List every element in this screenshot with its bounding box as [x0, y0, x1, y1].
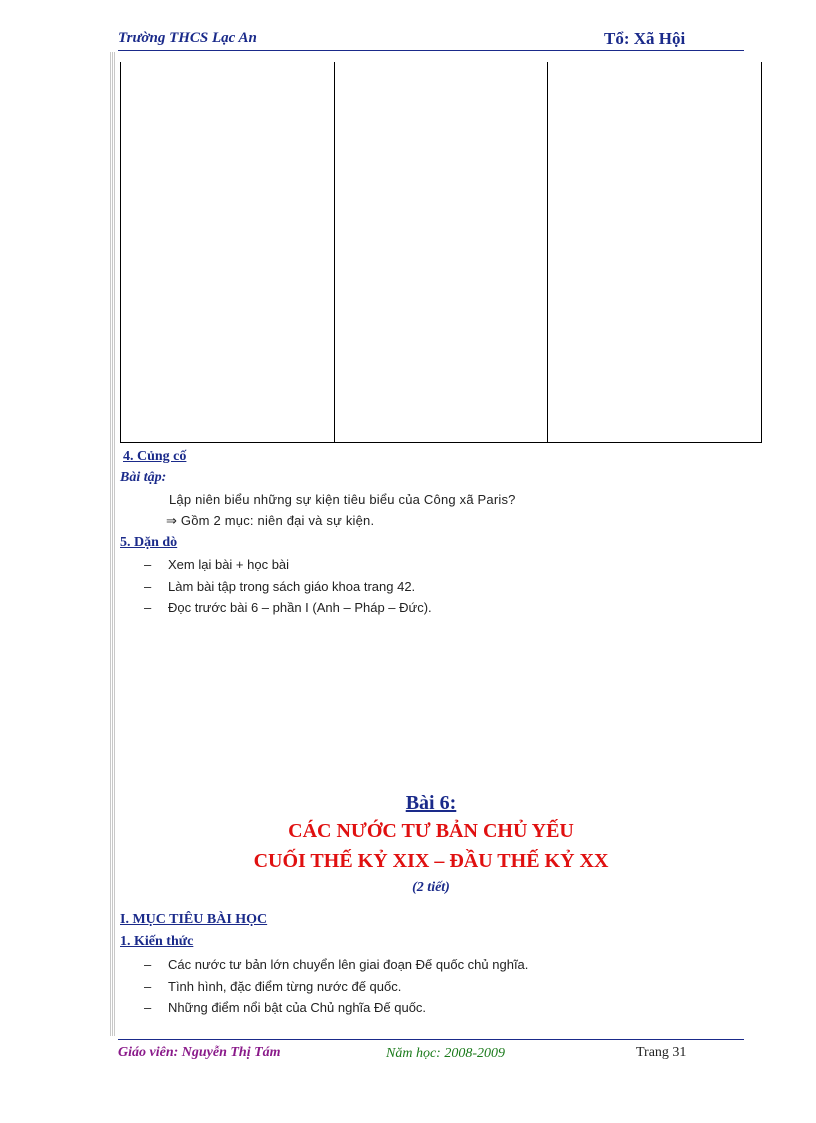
page-number: Trang 31: [636, 1045, 687, 1060]
lesson-number-text: Bài 6:: [405, 792, 457, 814]
lesson-number: [118, 792, 744, 815]
table-column-1: [121, 62, 334, 442]
header-divider: [118, 50, 744, 51]
table-column-2: [334, 62, 548, 442]
list-dash: –: [144, 557, 152, 572]
list-dash: –: [144, 1000, 152, 1015]
homework-heading: 5. Dặn dò: [120, 535, 178, 550]
lesson-title-line-2: CUỐI THẾ KỶ XIX – ĐẦU THẾ KỶ XX: [253, 850, 609, 872]
objective-item-text: Những điểm nổi bật của Chủ nghĩa Đế quốc.: [168, 1000, 427, 1015]
homework-item-text: Xem lại bài + học bài: [168, 557, 290, 572]
list-dash: –: [144, 579, 152, 594]
department-name: Tổ: Xã Hội: [604, 29, 686, 48]
school-name: Trường THCS Lạc An: [118, 30, 257, 46]
lesson-title-line-1: CÁC NƯỚC TƯ BẢN CHỦ YẾU: [288, 820, 574, 842]
table-column-3: [547, 62, 761, 442]
consolidation-heading: 4. Củng cố: [123, 449, 187, 464]
school-year: Năm học: 2008-2009: [386, 1046, 505, 1061]
list-dash: –: [144, 957, 152, 972]
objective-item-text: Các nước tư bản lớn chuyển lên giai đoạn Đế quốc chủ nghĩa.: [168, 957, 529, 972]
teacher-name: Giáo viên: Nguyễn Thị Tám: [118, 1045, 281, 1060]
list-dash: –: [144, 979, 152, 994]
exercise-text: Lập niên biểu những sự kiện tiêu biểu của Công xã Paris?: [169, 492, 516, 507]
homework-item-text: Đọc trước bài 6 – phần I (Anh – Pháp – Đức).: [168, 600, 432, 615]
knowledge-heading: 1. Kiến thức: [120, 934, 194, 949]
exercise-answer: ⇒ Gồm 2 mục: niên đại và sự kiện.: [166, 513, 375, 528]
objective-item-text: Tình hình, đặc điểm từng nước đế quốc.: [168, 979, 402, 994]
homework-item-text: Làm bài tập trong sách giáo khoa trang 42.: [168, 579, 416, 594]
exercise-label: Bài tập:: [120, 470, 167, 485]
footer-divider: [118, 1039, 744, 1040]
lesson-periods: (2 tiết): [412, 880, 450, 895]
list-dash: –: [144, 600, 152, 615]
objectives-heading: I. MỤC TIÊU BÀI HỌC: [120, 912, 268, 927]
page-margin-bar: [110, 52, 116, 1036]
lesson-table: [120, 62, 762, 443]
